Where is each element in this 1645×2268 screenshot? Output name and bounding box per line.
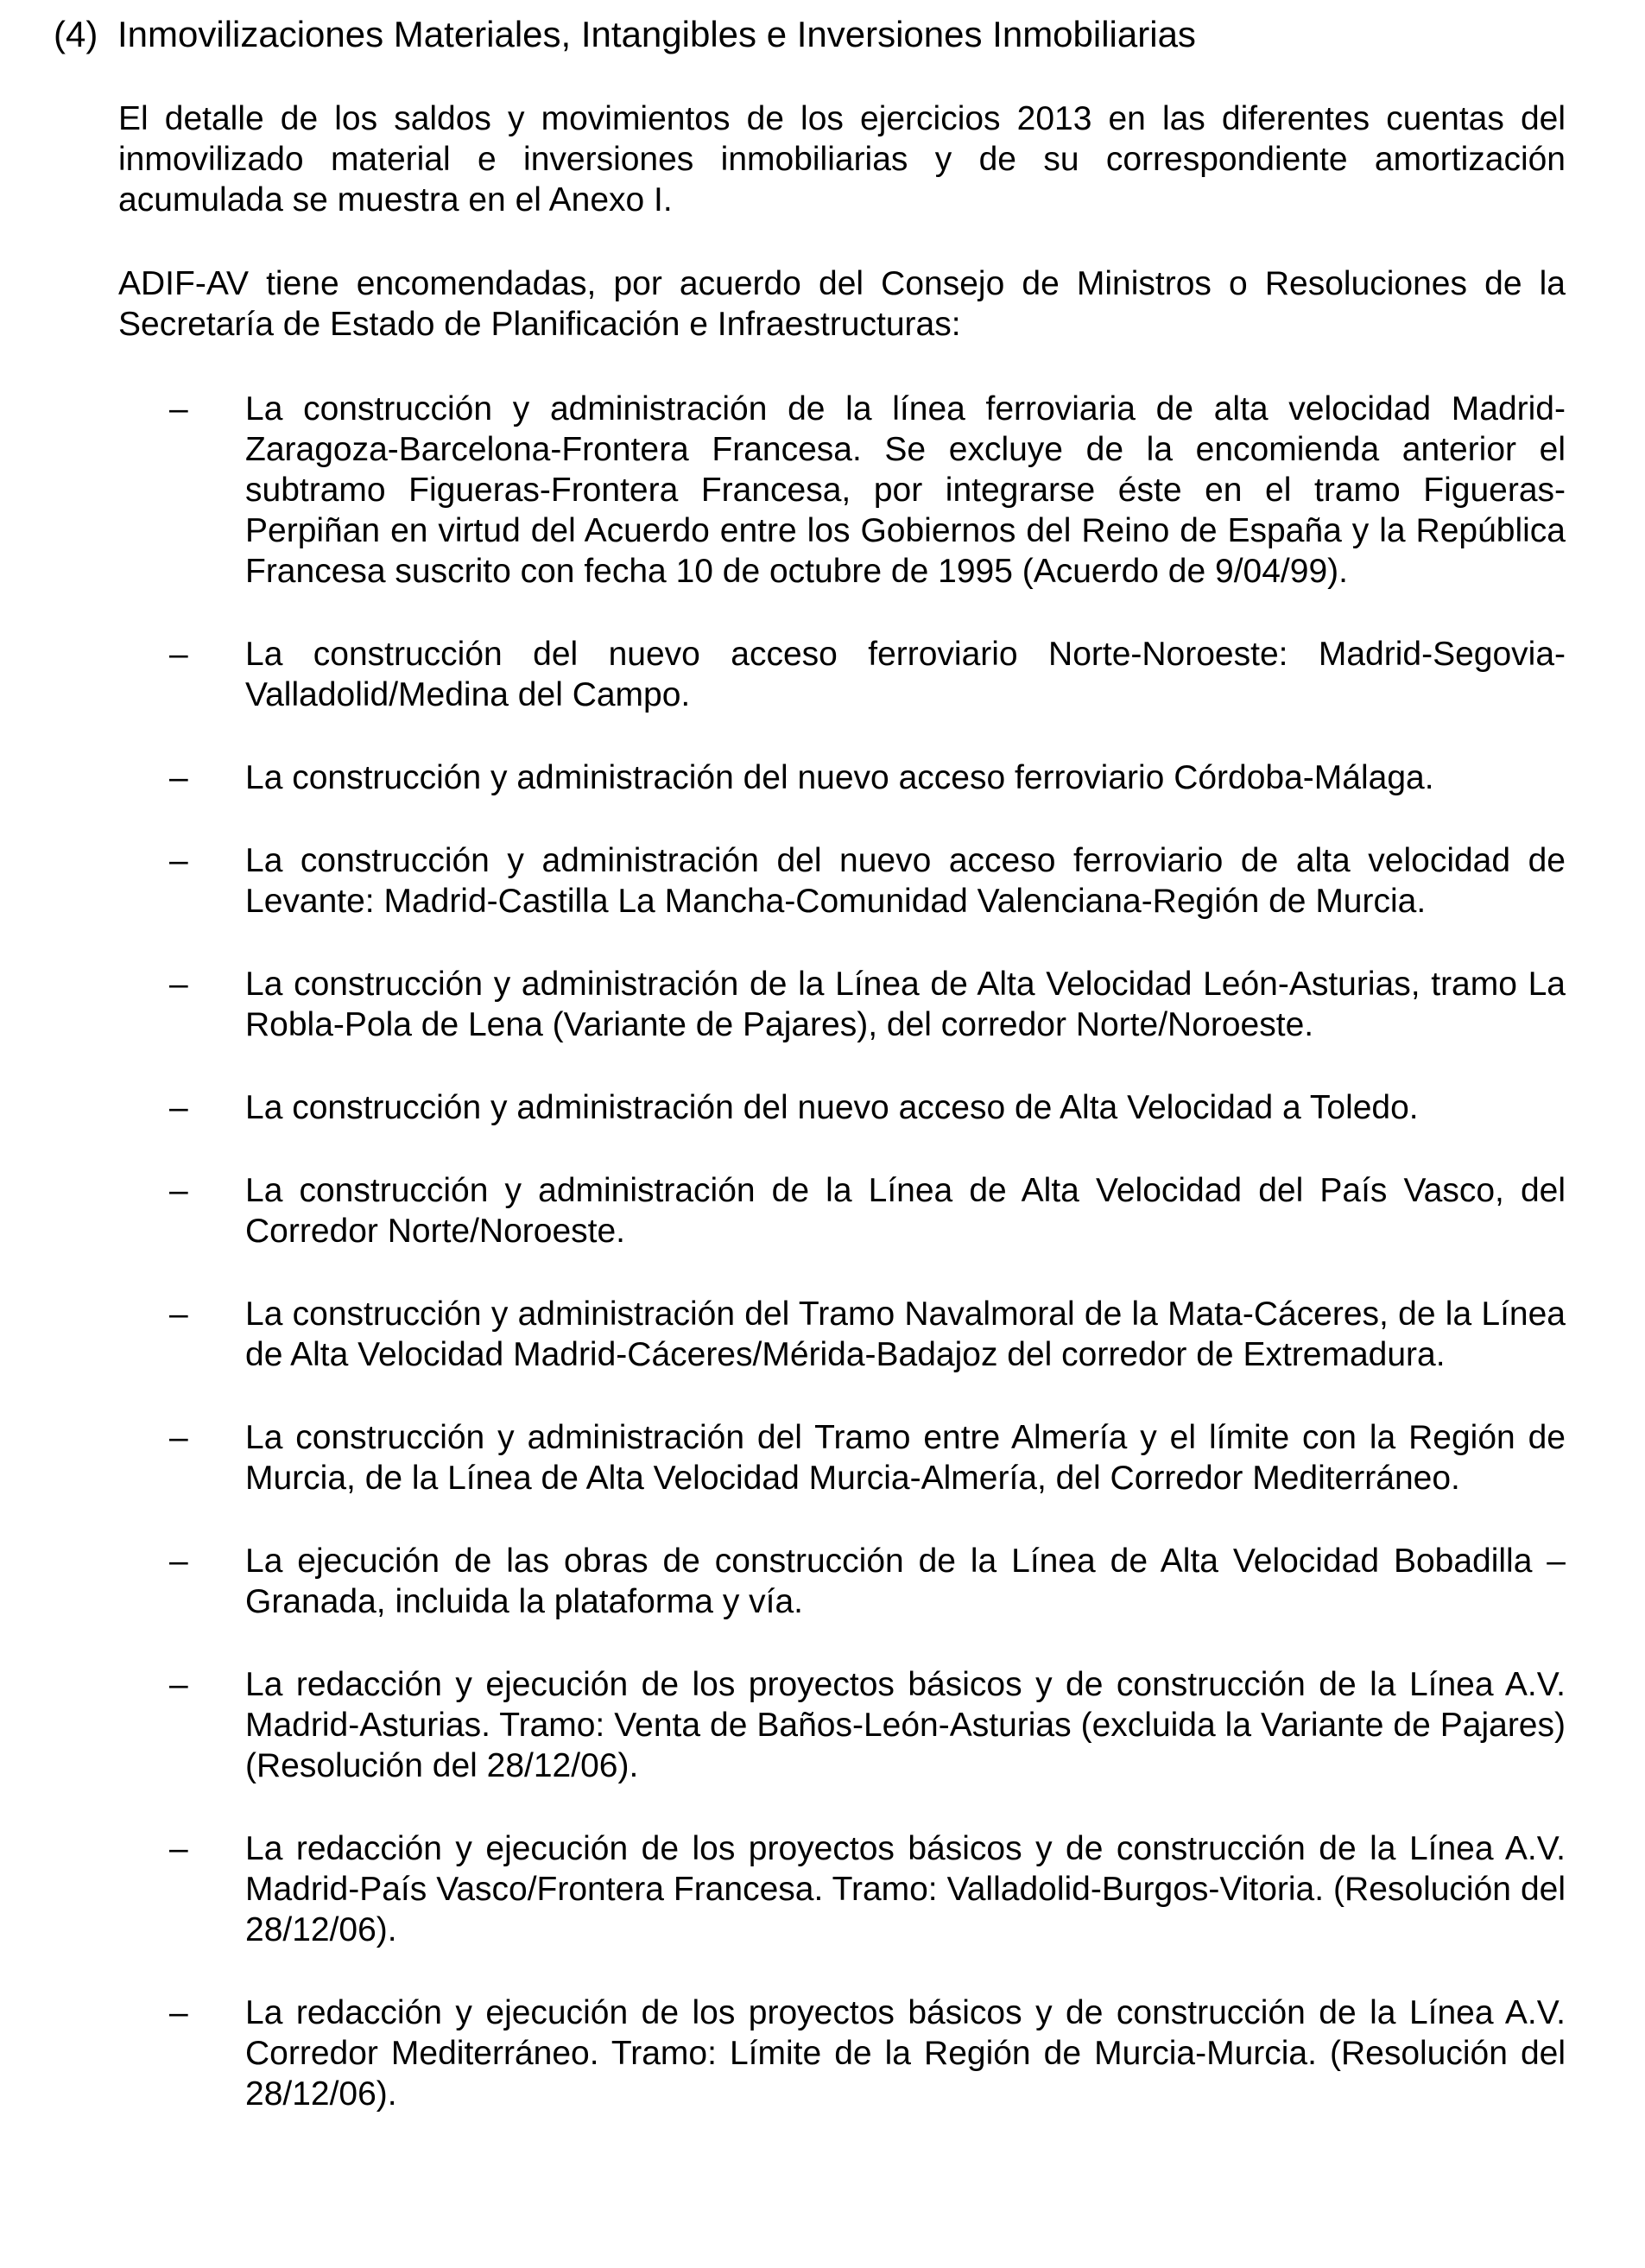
list-item-text: La construcción y administración del Tramo entre Almería y el límite con la Región de Murcia, de la Línea de Alta Velocidad Murcia-Almería, del Corredor Mediterráneo. — [245, 1419, 1566, 1497]
list-item-text: La construcción y administración del nuevo acceso ferroviario Córdoba-Málaga. — [245, 759, 1434, 796]
list-item-text: La construcción y administración del nuevo acceso ferroviario de alta velocidad de Levante: Madrid-Castilla La Mancha-Comunidad Valenciana-Región de Murcia. — [245, 842, 1566, 920]
list-item — [0, 1294, 1645, 1375]
bullet-dash: – — [169, 1089, 188, 1126]
list-item-text: La redacción y ejecución de los proyectos básicos y de construcción de la Línea A.V. Corredor Mediterráneo. Tramo: Límite de la Región de Murcia-Murcia. (Resolución del 28/12/06). — [245, 1994, 1566, 2113]
bullet-dash: – — [169, 636, 188, 673]
bullet-dash: – — [169, 390, 188, 428]
list-item-text: La redacción y ejecución de los proyectos básicos y de construcción de la Línea A.V. Madrid-Asturias. Tramo: Venta de Baños-León-Asturias (excluida la Variante de Pajares) (Resolución del 28/12/06). — [245, 1666, 1566, 1784]
list-item — [0, 840, 1645, 922]
paragraph-encomiendas: ADIF-AV tiene encomendadas, por acuerdo del Consejo de Ministros o Resoluciones de la Secretaría de Estado de Planificación e Infraestructuras: — [118, 265, 1566, 343]
bullet-dash: – — [169, 1543, 188, 1580]
list-item — [0, 1087, 1645, 1128]
list-item-text: La construcción y administración del Tramo Navalmoral de la Mata-Cáceres, de la Línea de Alta Velocidad Madrid-Cáceres/Mérida-Badajoz del corredor de Extremadura. — [245, 1296, 1566, 1373]
list-item — [0, 1417, 1645, 1498]
list-item — [0, 634, 1645, 715]
list-item-text: La construcción y administración de la Línea de Alta Velocidad León-Asturias, tramo La Robla-Pola de Lena (Variante de Pajares), del corredor Norte/Noroeste. — [245, 966, 1566, 1043]
list-item — [0, 1170, 1645, 1251]
list-item-text: La construcción del nuevo acceso ferroviario Norte-Noroeste: Madrid-Segovia-Valladolid/Medina del Campo. — [245, 636, 1566, 713]
list-item-text: La construcción y administración del nuevo acceso de Alta Velocidad a Toledo. — [245, 1089, 1419, 1126]
paragraph-intro: El detalle de los saldos y movimientos de los ejercicios 2013 en las diferentes cuentas del inmovilizado material e inversiones inmobiliarias y de su correspondiente amortización acumulada se muestra en el Anexo I. — [118, 100, 1566, 219]
list-item — [0, 1828, 1645, 1950]
bullet-dash: – — [169, 1994, 188, 2031]
section-number: (4) — [54, 14, 98, 54]
list-item — [0, 1664, 1645, 1786]
bullet-dash: – — [169, 1296, 188, 1333]
list-item-text: La redacción y ejecución de los proyectos básicos y de construcción de la Línea A.V. Madrid-País Vasco/Frontera Francesa. Tramo: Valladolid-Burgos-Vitoria. (Resolución del 28/12/06). — [245, 1830, 1566, 1948]
bullet-dash: – — [169, 1830, 188, 1867]
bullet-dash: – — [169, 1419, 188, 1456]
list-item — [0, 964, 1645, 1045]
list-item-text: La ejecución de las obras de construcción de la Línea de Alta Velocidad Bobadilla – Granada, incluida la plataforma y vía. — [245, 1543, 1566, 1620]
bullet-dash: – — [169, 1666, 188, 1703]
bullet-dash: – — [169, 1172, 188, 1209]
section-title: Inmovilizaciones Materiales, Intangibles e Inversiones Inmobiliarias — [117, 14, 1196, 54]
bullet-dash: – — [169, 842, 188, 879]
list-item — [0, 1541, 1645, 1622]
section-heading — [54, 12, 1196, 57]
bullet-dash: – — [169, 759, 188, 796]
list-item-text: La construcción y administración de la línea ferroviaria de alta velocidad Madrid-Zaragoza-Barcelona-Frontera Francesa. Se excluye de la encomienda anterior el subtramo Figueras-Frontera Francesa, por integrarse éste en el tramo Figueras-Perpiñan en virtud del Acuerdo entre los Gobiernos del Reino de España y la República Francesa suscrito con fecha 10 de octubre de 1995 (Acuerdo de 9/04/99). — [245, 390, 1566, 590]
list-item-text: La construcción y administración de la Línea de Alta Velocidad del País Vasco, del Corredor Norte/Noroeste. — [245, 1172, 1566, 1250]
encomiendas-list — [0, 389, 1645, 2157]
list-item — [0, 389, 1645, 592]
list-item — [0, 1992, 1645, 2114]
list-item — [0, 757, 1645, 798]
bullet-dash: – — [169, 966, 188, 1003]
